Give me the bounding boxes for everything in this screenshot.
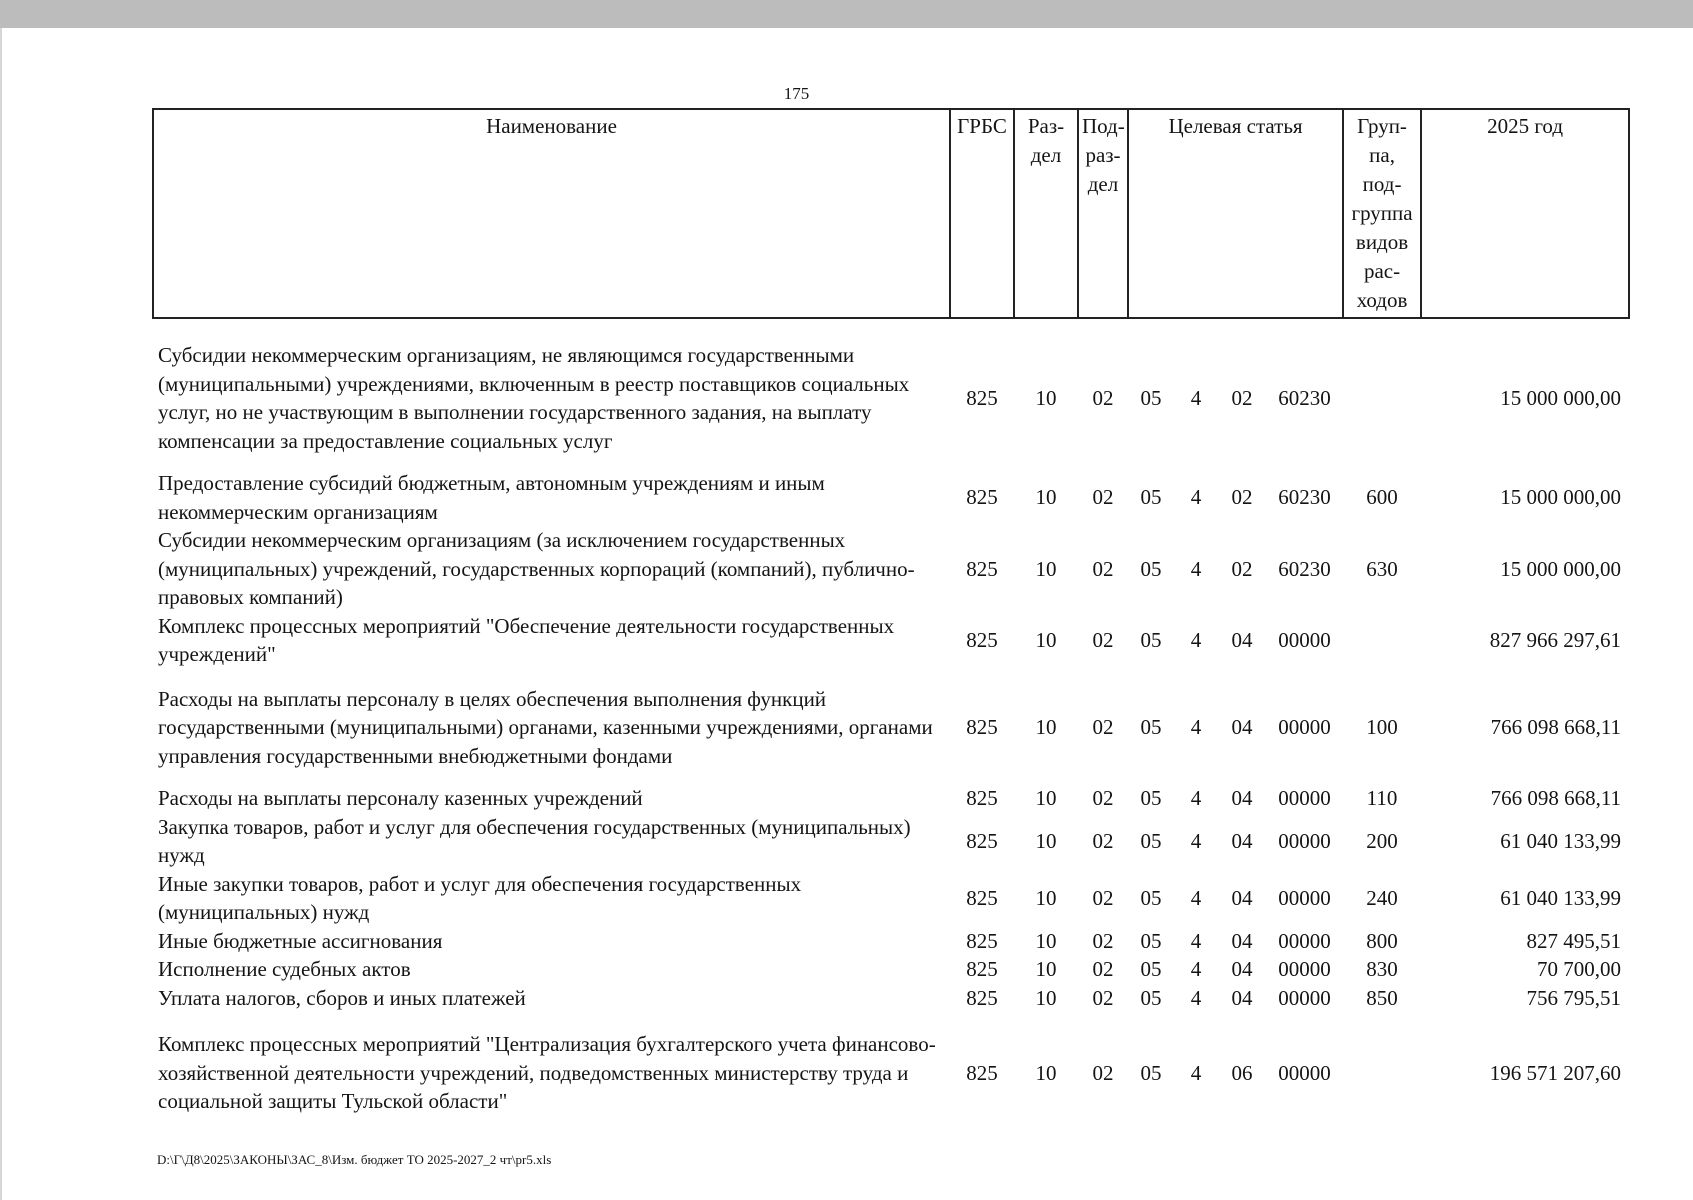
row-spacer bbox=[153, 770, 1629, 784]
cell-target-subprogram: 04 bbox=[1231, 957, 1253, 981]
header-grbs: ГРБС bbox=[950, 109, 1014, 318]
cell-amount-2025: 827 495,51 bbox=[1526, 928, 1622, 953]
cell-target-direction: 00000 bbox=[1278, 786, 1331, 810]
cell-razdel: 10 bbox=[1035, 1060, 1057, 1085]
cell-expense-group bbox=[1343, 341, 1421, 455]
cell-grbs: 825 bbox=[966, 957, 998, 981]
table-row bbox=[153, 784, 1629, 813]
cell-target-type: 4 bbox=[1190, 957, 1202, 981]
header-razdel: Раз- дел bbox=[1014, 109, 1078, 318]
cell-amount-2025: 15 000 000,00 bbox=[1500, 485, 1622, 510]
cell-expense-group: 600 bbox=[1366, 485, 1398, 510]
cell-razdel: 10 bbox=[1035, 715, 1057, 739]
cell-amount-2025: 196 571 207,60 bbox=[1489, 1060, 1622, 1085]
cell-target-type: 4 bbox=[1190, 828, 1202, 853]
table-row bbox=[153, 984, 1629, 1013]
cell-target-type: 4 bbox=[1190, 715, 1202, 739]
cell-grbs: 825 bbox=[966, 928, 998, 953]
cell-grbs: 825 bbox=[966, 715, 998, 739]
cell-target-subprogram: 02 bbox=[1231, 556, 1253, 581]
scan-border-top bbox=[0, 0, 1693, 28]
cell-grbs: 825 bbox=[966, 556, 998, 581]
cell-expense-group: 630 bbox=[1366, 556, 1398, 581]
cell-target-direction: 00000 bbox=[1278, 1060, 1331, 1085]
cell-target-subprogram: 02 bbox=[1231, 385, 1253, 410]
header-expense-group: Груп- па, под- группа видов рас- ходов bbox=[1343, 109, 1421, 318]
cell-podrazdel: 02 bbox=[1092, 1060, 1114, 1085]
cell-target-type: 4 bbox=[1190, 885, 1202, 910]
cell-amount-2025: 15 000 000,00 bbox=[1500, 556, 1622, 581]
cell-podrazdel: 02 bbox=[1092, 985, 1114, 1010]
cell-target-subprogram: 04 bbox=[1231, 985, 1253, 1010]
header-year-2025: 2025 год bbox=[1421, 109, 1629, 318]
cell-target-program: 05 bbox=[1140, 1060, 1162, 1085]
cell-target-type: 4 bbox=[1190, 556, 1202, 581]
cell-razdel: 10 bbox=[1035, 985, 1057, 1010]
cell-amount-2025: 61 040 133,99 bbox=[1500, 828, 1622, 853]
cell-name: Субсидии некоммерческим организациям, не являющимся государственными (муниципальными) учреждениями, включенным в реестр поставщиков социальных услуг, но не участвующим в выполнении государственного задания, на выплату компенсации за предоставление социальных услуг bbox=[158, 343, 910, 453]
cell-target-type: 4 bbox=[1190, 786, 1202, 810]
table-row bbox=[153, 870, 1629, 927]
cell-podrazdel: 02 bbox=[1092, 957, 1114, 981]
cell-target-type: 4 bbox=[1190, 385, 1202, 410]
cell-amount-2025: 827 966 297,61 bbox=[1489, 627, 1622, 652]
cell-razdel: 10 bbox=[1035, 928, 1057, 953]
cell-expense-group bbox=[1343, 1030, 1421, 1116]
cell-target-program: 05 bbox=[1140, 385, 1162, 410]
row-spacer bbox=[153, 1012, 1629, 1030]
cell-razdel: 10 bbox=[1035, 957, 1057, 981]
cell-grbs: 825 bbox=[966, 828, 998, 853]
cell-amount-2025: 766 098 668,11 bbox=[1490, 715, 1622, 739]
cell-expense-group: 100 bbox=[1366, 715, 1398, 739]
cell-target-program: 05 bbox=[1140, 556, 1162, 581]
table-row bbox=[153, 341, 1629, 455]
cell-target-subprogram: 04 bbox=[1231, 715, 1253, 739]
cell-target-direction: 00000 bbox=[1278, 885, 1331, 910]
cell-razdel: 10 bbox=[1035, 485, 1057, 510]
cell-target-subprogram: 04 bbox=[1231, 627, 1253, 652]
table-row bbox=[153, 612, 1629, 669]
cell-target-direction: 60230 bbox=[1278, 485, 1331, 510]
cell-podrazdel: 02 bbox=[1092, 928, 1114, 953]
table-row bbox=[153, 685, 1629, 771]
row-spacer bbox=[153, 455, 1629, 469]
cell-grbs: 825 bbox=[966, 485, 998, 510]
cell-name: Расходы на выплаты персоналу казенных учреждений bbox=[158, 786, 643, 810]
cell-target-program: 05 bbox=[1140, 786, 1162, 810]
budget-table bbox=[152, 108, 1630, 1116]
row-spacer bbox=[153, 318, 1629, 341]
cell-amount-2025: 766 098 668,11 bbox=[1490, 786, 1622, 810]
cell-razdel: 10 bbox=[1035, 786, 1057, 810]
page-number-text: 175 bbox=[783, 84, 810, 103]
cell-amount-2025: 70 700,00 bbox=[1537, 957, 1622, 981]
cell-name: Комплекс процессных мероприятий "Обеспечение деятельности государственных учреждений" bbox=[158, 613, 895, 666]
cell-grbs: 825 bbox=[966, 985, 998, 1010]
cell-razdel: 10 bbox=[1035, 828, 1057, 853]
cell-amount-2025: 61 040 133,99 bbox=[1500, 885, 1622, 910]
cell-target-subprogram: 02 bbox=[1231, 485, 1253, 510]
cell-target-direction: 60230 bbox=[1278, 385, 1331, 410]
cell-target-type: 4 bbox=[1190, 627, 1202, 652]
cell-expense-group: 200 bbox=[1366, 828, 1398, 853]
cell-expense-group: 240 bbox=[1366, 885, 1398, 910]
cell-podrazdel: 02 bbox=[1092, 828, 1114, 853]
cell-podrazdel: 02 bbox=[1092, 485, 1114, 510]
table-row bbox=[153, 927, 1629, 956]
cell-target-subprogram: 04 bbox=[1231, 885, 1253, 910]
cell-target-direction: 00000 bbox=[1278, 928, 1331, 953]
scan-border-left bbox=[0, 28, 2, 1200]
cell-target-type: 4 bbox=[1190, 485, 1202, 510]
cell-name: Субсидии некоммерческим организациям (за исключением государственных (муниципальных) учреждений, государственных корпораций (компаний), публично-правовых компаний) bbox=[158, 528, 915, 609]
cell-podrazdel: 02 bbox=[1092, 786, 1114, 810]
table-header-row bbox=[153, 109, 1629, 318]
footer-file-path: D:\Г\Д8\2025\ЗАКОНЫ\ЗАС_8\Изм. бюджет ТО 2025-2027_2 чт\pr5.xls bbox=[157, 1152, 552, 1167]
cell-grbs: 825 bbox=[966, 385, 998, 410]
cell-expense-group bbox=[1343, 612, 1421, 669]
header-name: Наименование bbox=[153, 109, 950, 318]
cell-expense-group: 850 bbox=[1366, 985, 1398, 1010]
cell-grbs: 825 bbox=[966, 885, 998, 910]
cell-razdel: 10 bbox=[1035, 385, 1057, 410]
cell-target-subprogram: 06 bbox=[1231, 1060, 1253, 1085]
cell-target-program: 05 bbox=[1140, 957, 1162, 981]
cell-name: Иные закупки товаров, работ и услуг для обеспечения государственных (муниципальных) нужд bbox=[158, 871, 802, 924]
cell-amount-2025: 15 000 000,00 bbox=[1500, 385, 1622, 410]
cell-razdel: 10 bbox=[1035, 627, 1057, 652]
header-podrazdel: Под- раз- дел bbox=[1078, 109, 1128, 318]
cell-target-direction: 00000 bbox=[1278, 627, 1331, 652]
cell-razdel: 10 bbox=[1035, 556, 1057, 581]
cell-grbs: 825 bbox=[966, 1060, 998, 1085]
cell-target-program: 05 bbox=[1140, 715, 1162, 739]
table-row bbox=[153, 1030, 1629, 1116]
cell-target-subprogram: 04 bbox=[1231, 828, 1253, 853]
cell-name: Комплекс процессных мероприятий "Централизация бухгалтерского учета финансово-хозяйственной деятельности учреждений, подведомственных министерству труда и социальной защиты Тульской области" bbox=[158, 1032, 936, 1113]
row-spacer bbox=[153, 669, 1629, 685]
cell-target-type: 4 bbox=[1190, 928, 1202, 953]
cell-target-subprogram: 04 bbox=[1231, 928, 1253, 953]
cell-target-program: 05 bbox=[1140, 885, 1162, 910]
cell-target-program: 05 bbox=[1140, 828, 1162, 853]
table-row bbox=[153, 813, 1629, 870]
cell-target-subprogram: 04 bbox=[1231, 786, 1253, 810]
cell-target-type: 4 bbox=[1190, 1060, 1202, 1085]
header-target-article: Целевая статья bbox=[1128, 109, 1343, 318]
cell-target-program: 05 bbox=[1140, 485, 1162, 510]
cell-podrazdel: 02 bbox=[1092, 627, 1114, 652]
cell-target-program: 05 bbox=[1140, 985, 1162, 1010]
cell-grbs: 825 bbox=[966, 786, 998, 810]
cell-name: Исполнение судебных актов bbox=[158, 957, 411, 981]
table-row bbox=[153, 526, 1629, 612]
cell-podrazdel: 02 bbox=[1092, 385, 1114, 410]
table-body bbox=[153, 318, 1629, 1116]
cell-name: Закупка товаров, работ и услуг для обеспечения государственных (муниципальных) нужд bbox=[158, 814, 911, 867]
cell-target-direction: 00000 bbox=[1278, 715, 1331, 739]
cell-expense-group: 110 bbox=[1366, 786, 1398, 810]
cell-target-direction: 00000 bbox=[1278, 828, 1331, 853]
cell-target-program: 05 bbox=[1140, 928, 1162, 953]
cell-podrazdel: 02 bbox=[1092, 556, 1114, 581]
cell-target-direction: 00000 bbox=[1278, 985, 1331, 1010]
cell-amount-2025: 756 795,51 bbox=[1526, 985, 1622, 1010]
cell-target-program: 05 bbox=[1140, 627, 1162, 652]
cell-expense-group: 830 bbox=[1366, 957, 1398, 981]
cell-podrazdel: 02 bbox=[1092, 885, 1114, 910]
cell-name: Предоставление субсидий бюджетным, автономным учреждениям и иным некоммерческим организациям bbox=[158, 471, 825, 524]
cell-name: Расходы на выплаты персоналу в целях обеспечения выполнения функций государственными (муниципальными) органами, казенными учреждениями, органами управления государственными внебюджетными фондами bbox=[158, 686, 933, 768]
cell-name: Иные бюджетные ассигнования bbox=[158, 928, 443, 953]
cell-razdel: 10 bbox=[1035, 885, 1057, 910]
page-number bbox=[0, 84, 1693, 104]
cell-grbs: 825 bbox=[966, 627, 998, 652]
cell-target-direction: 00000 bbox=[1278, 957, 1331, 981]
cell-podrazdel: 02 bbox=[1092, 715, 1114, 739]
table-row bbox=[153, 955, 1629, 984]
table-row bbox=[153, 469, 1629, 526]
cell-target-direction: 60230 bbox=[1278, 556, 1331, 581]
cell-target-type: 4 bbox=[1190, 985, 1202, 1010]
cell-expense-group: 800 bbox=[1366, 928, 1398, 953]
cell-name: Уплата налогов, сборов и иных платежей bbox=[158, 985, 526, 1010]
